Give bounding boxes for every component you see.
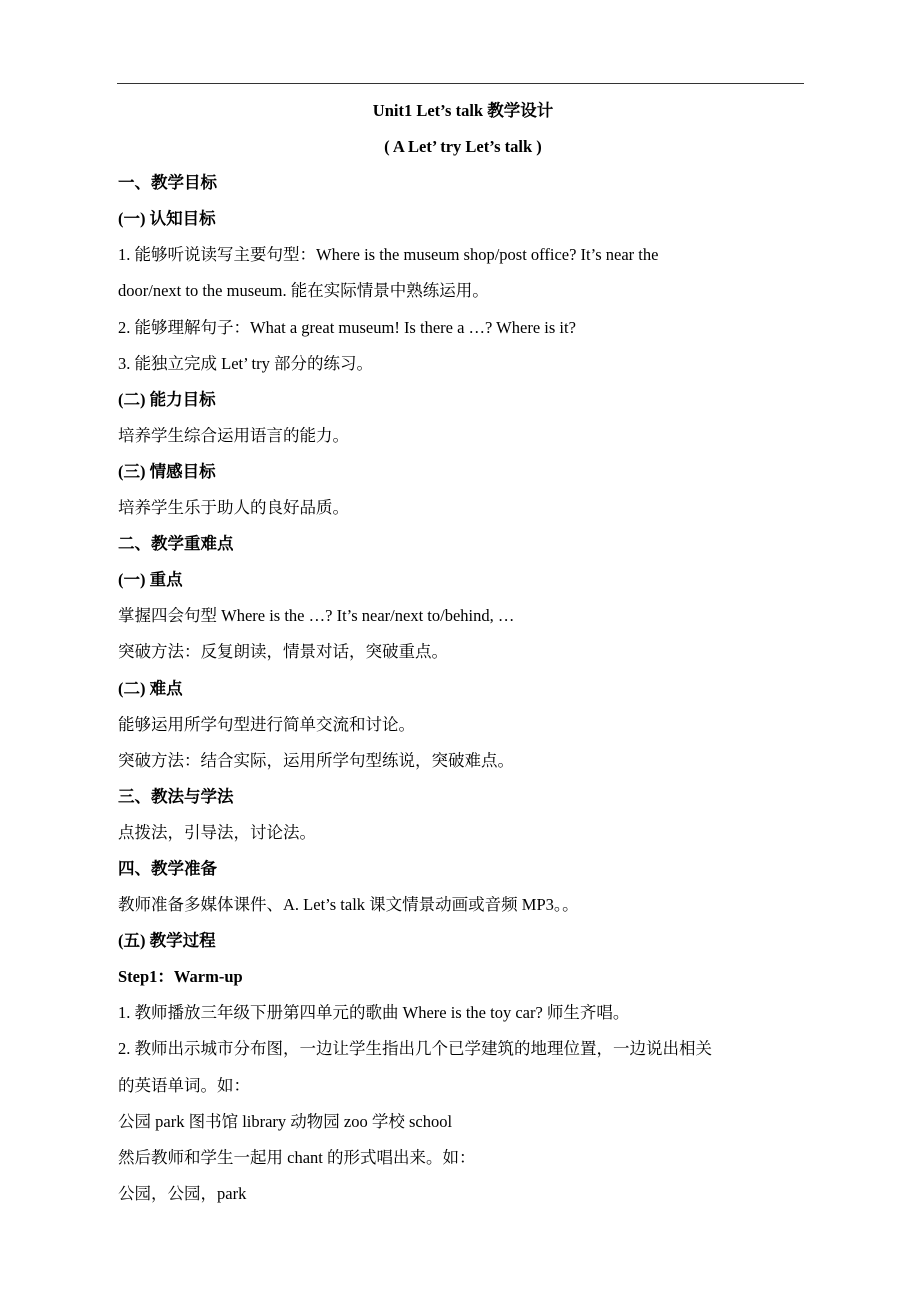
paragraph-line: 突破方法：结合实际，运用所学句型练说，突破难点。 bbox=[118, 750, 514, 770]
document-body bbox=[118, 93, 808, 1212]
section-heading: (三) 情感目标 bbox=[118, 461, 216, 481]
paragraph-line: 掌握四会句型 Where is the …? It’s near/next to/behind, … bbox=[118, 606, 515, 626]
section-heading: (二) 能力目标 bbox=[118, 389, 216, 409]
header-rule bbox=[117, 83, 804, 84]
paragraph-line: 公园 park 图书馆 library 动物园 zoo 学校 school bbox=[118, 1111, 453, 1131]
section-heading: Step1：Warm-up bbox=[118, 967, 243, 987]
paragraph-line: 培养学生乐于助人的良好品质。 bbox=[118, 498, 349, 518]
document-subtitle: ( A Let’ try Let’s talk ) bbox=[384, 137, 542, 157]
paragraph-line: 能够运用所学句型进行简单交流和讨论。 bbox=[118, 714, 415, 734]
section-heading: (一) 认知目标 bbox=[118, 209, 216, 229]
section-heading: (一) 重点 bbox=[118, 570, 183, 590]
section-heading: 二、教学重难点 bbox=[118, 534, 234, 554]
paragraph-line: 的英语单词。如： bbox=[118, 1075, 250, 1095]
paragraph-line: 点拨法，引导法，讨论法。 bbox=[118, 822, 316, 842]
paragraph-line: 1. 能够听说读写主要句型：Where is the museum shop/post office? It’s near the bbox=[118, 245, 659, 265]
paragraph-line: 3. 能独立完成 Let’ try 部分的练习。 bbox=[118, 353, 373, 373]
paragraph-line: 突破方法：反复朗读，情景对话，突破重点。 bbox=[118, 642, 448, 662]
paragraph-line: 教师准备多媒体课件、A. Let’s talk 课文情景动画或音频 MP3。。 bbox=[118, 895, 579, 915]
paragraph-line: 2. 教师出示城市分布图，一边让学生指出几个已学建筑的地理位置，一边说出相关 bbox=[118, 1039, 712, 1059]
section-heading: (五) 教学过程 bbox=[118, 931, 216, 951]
paragraph-line: 然后教师和学生一起用 chant 的形式唱出来。如： bbox=[118, 1147, 476, 1167]
paragraph-line: door/next to the museum. 能在实际情景中熟练运用。 bbox=[118, 281, 489, 301]
paragraph-line: 1. 教师播放三年级下册第四单元的歌曲 Where is the toy car? 师生齐唱。 bbox=[118, 1003, 630, 1023]
section-heading: 一、教学目标 bbox=[118, 173, 217, 193]
paragraph-line: 公园，公园，park bbox=[118, 1183, 247, 1203]
section-heading: 四、教学准备 bbox=[118, 858, 217, 878]
paragraph-line: 2. 能够理解句子：What a great museum! Is there a …? Where is it? bbox=[118, 317, 576, 337]
paragraph-line: 培养学生综合运用语言的能力。 bbox=[118, 425, 349, 445]
section-heading: 三、教法与学法 bbox=[118, 786, 234, 806]
section-heading: (二) 难点 bbox=[118, 678, 183, 698]
document-title: Unit1 Let’s talk 教学设计 bbox=[372, 101, 554, 120]
